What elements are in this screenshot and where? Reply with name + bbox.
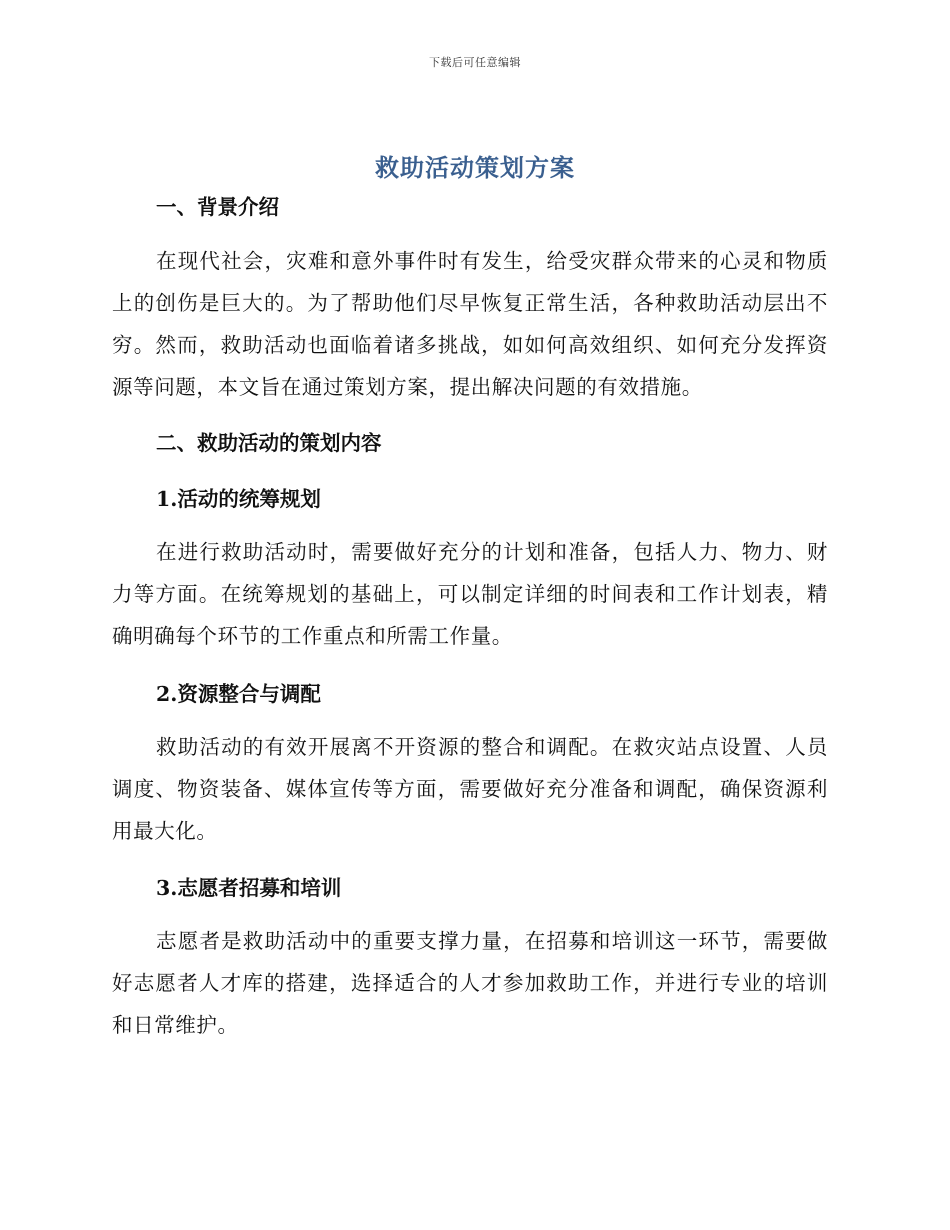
document-title: 救助活动策划方案 bbox=[375, 154, 575, 182]
section-heading-planning-content: 二、救助活动的策划内容 bbox=[156, 431, 382, 455]
paragraph-background: 在现代社会，灾难和意外事件时有发生，给受灾群众带来的心灵和物质上的创伤是巨大的。为了帮助他们尽早恢复正常生活，各种救助活动层出不穷。然而，救助活动也面临着诸多挑战，如如何高效组织、如何充分发挥资源等问题，本文旨在通过策划方案，提出解决问题的有效措施。 bbox=[112, 249, 828, 399]
subheading-resource-integration: 2.资源整合与调配 bbox=[156, 682, 321, 706]
subheading-volunteer-recruitment: 3.志愿者招募和培训 bbox=[156, 876, 342, 900]
section-heading-background: 一、背景介绍 bbox=[156, 195, 279, 219]
paragraph-resource-integration: 救助活动的有效开展离不开资源的整合和调配。在救灾站点设置、人员调度、物资装备、媒体宣传等方面，需要做好充分准备和调配，确保资源利用最大化。 bbox=[112, 735, 828, 843]
subheading-overall-planning: 1.活动的统筹规划 bbox=[156, 487, 321, 511]
paragraph-volunteer-recruitment: 志愿者是救助活动中的重要支撑力量，在招募和培训这一环节，需要做好志愿者人才库的搭建，选择适合的人才参加救助工作，并进行专业的培训和日常维护。 bbox=[112, 929, 828, 1037]
header-note: 下载后可任意编辑 bbox=[429, 56, 521, 69]
paragraph-overall-planning: 在进行救助活动时，需要做好充分的计划和准备，包括人力、物力、财力等方面。在统筹规划的基础上，可以制定详细的时间表和工作计划表，精确明确每个环节的工作重点和所需工作量。 bbox=[112, 540, 828, 648]
